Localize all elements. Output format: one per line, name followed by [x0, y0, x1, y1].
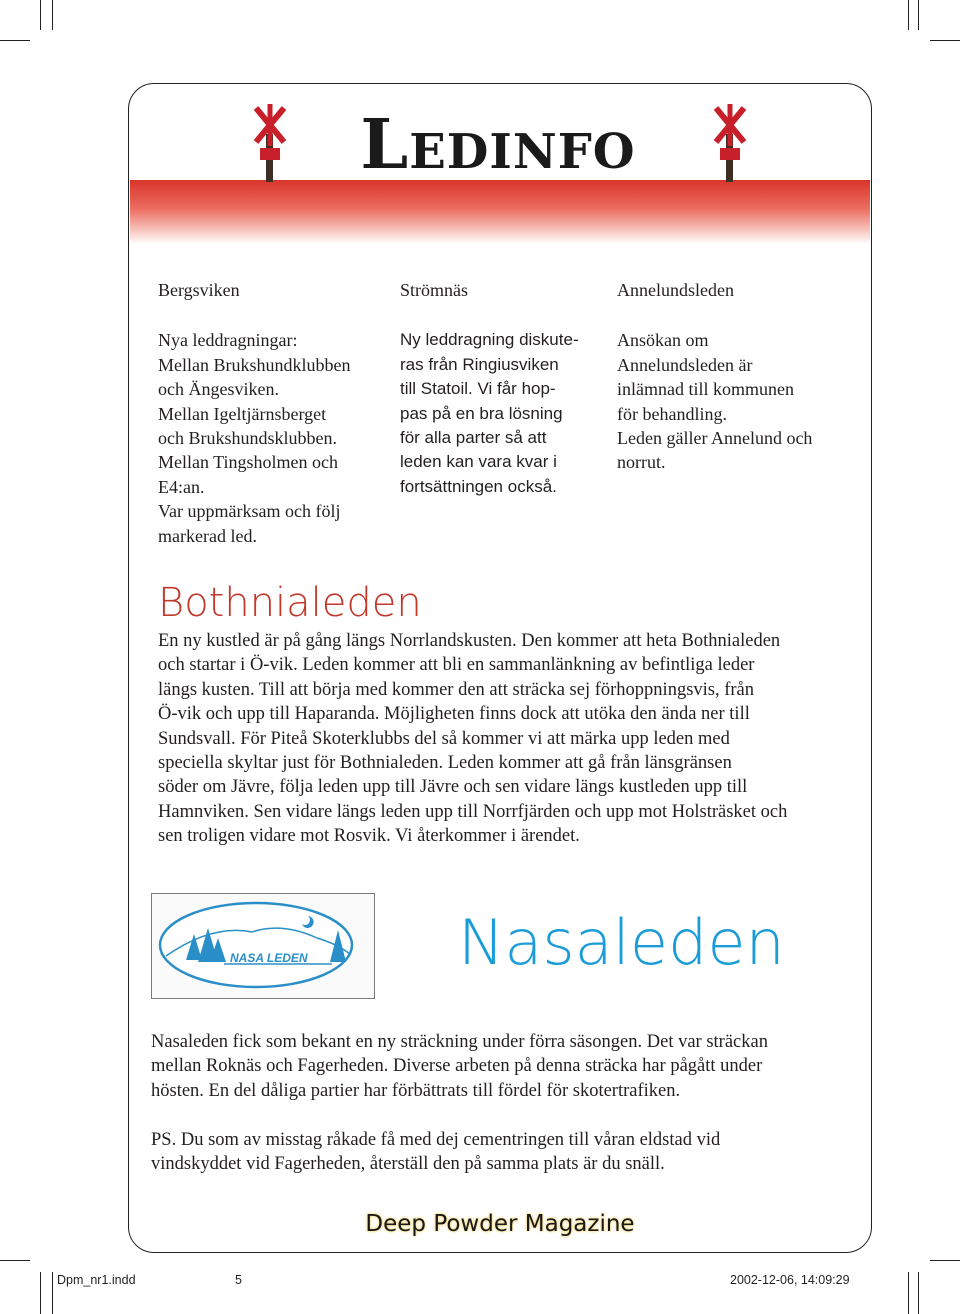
bothnialeden-heading: Bothnialeden	[158, 580, 422, 626]
crop-mark	[918, 0, 919, 30]
column-line: Ansökan om	[617, 330, 709, 351]
column-line: pas på en bra lösning	[400, 403, 563, 423]
column-line: markerad led.	[158, 525, 257, 546]
logo-text: NASA LEDEN	[230, 951, 308, 965]
column-line: Mellan Tingsholmen och	[158, 452, 339, 473]
body-line: Nasaleden fick som bekant en ny sträckning under förra säsongen. Det var sträckan	[151, 1032, 768, 1052]
body-line: En ny kustled är på gång längs Norrlandskusten. Den kommer att heta Bothnialeden	[158, 631, 781, 651]
crop-mark	[40, 0, 41, 30]
column-line: Mellan Brukshundklubben	[158, 354, 351, 375]
crop-mark	[930, 40, 960, 41]
column-line: och Ängesviken.	[158, 379, 279, 400]
crop-mark	[0, 40, 30, 41]
trail-sign-icon	[250, 104, 290, 182]
crop-mark	[52, 0, 53, 30]
page-title: Ledinfo	[360, 105, 636, 185]
slug-page: 5	[235, 1273, 242, 1287]
body-line: söder om Jävre, följa leden upp till Jävre och sen vidare längs kustleden upp till	[158, 777, 748, 798]
body-line: längs kusten. Till att börja med kommer den att sträcka sej förhoppningsvis, från	[158, 679, 755, 700]
column-bergsviken	[158, 278, 373, 548]
crop-mark	[930, 1260, 960, 1261]
column-line: Leden gäller Annelund och	[617, 428, 813, 449]
column-heading: Annelundsleden	[617, 280, 734, 300]
crop-mark	[918, 1272, 919, 1314]
column-line: till Statoil. Vi får hop-	[400, 379, 556, 399]
column-line: för alla parter så att	[400, 428, 547, 448]
body-line: Sundsvall. För Piteå Skoterklubbs del så kommer vi att märka upp leden med	[158, 728, 730, 749]
column-line: Nya leddragningar:	[158, 330, 298, 351]
slug-timestamp: 2002-12-06, 14:09:29	[730, 1273, 850, 1287]
crop-mark	[52, 1272, 53, 1314]
column-line: Mellan Igeltjärnsberget	[158, 403, 327, 424]
nasaleden-logo-icon	[152, 894, 373, 997]
trail-sign-icon	[710, 104, 750, 182]
body-line: hösten. En del dåliga partier har förbättrats till fördel för skotertrafiken.	[151, 1080, 681, 1101]
magazine-name: Deep Powder Magazine	[365, 1211, 635, 1237]
nasaleden-ps	[151, 1128, 851, 1177]
column-stromnas	[400, 278, 615, 499]
column-heading: Strömnäs	[400, 280, 469, 300]
nasaleden-heading: Nasaleden	[458, 906, 785, 979]
column-line: Ny leddragning diskute-	[400, 330, 579, 350]
crop-mark	[40, 1272, 41, 1314]
column-line: och Brukshundsklubben.	[158, 428, 337, 449]
column-line: inlämnad till kommunen	[617, 379, 794, 400]
column-line: fortsättningen också.	[400, 476, 557, 496]
body-line: speciella skyltar just för Bothnialeden. Leden kommer att gå från länsgränsen	[158, 753, 732, 774]
column-line: Var uppmärksam och följ	[158, 501, 341, 522]
page-header	[250, 102, 750, 192]
slug-file: Dpm_nr1.indd	[57, 1273, 136, 1287]
bothnialeden-body	[158, 629, 858, 849]
column-line: för behandling.	[617, 403, 727, 424]
nasaleden-logo	[151, 893, 375, 999]
crop-mark	[908, 1272, 909, 1314]
body-line: sen troligen vidare mot Rosvik. Vi återkommer i ärendet.	[158, 826, 580, 847]
column-line: E4:an.	[158, 476, 205, 497]
nasaleden-body	[151, 1030, 851, 1103]
column-line: Annelundsleden är	[617, 354, 753, 375]
body-line: Ö-vik och upp till Haparanda. Möjligheten finns dock att utöka den ända ner till	[158, 704, 750, 725]
crop-mark	[908, 0, 909, 30]
column-line: norrut.	[617, 452, 666, 473]
crop-mark	[0, 1260, 30, 1261]
column-annelundsleden	[617, 278, 857, 475]
body-line: mellan Roknäs och Fagerheden. Diverse arbeten på denna sträcka har pågått under	[151, 1056, 763, 1077]
column-line: leden kan vara kvar i	[400, 452, 557, 472]
column-heading: Bergsviken	[158, 280, 240, 300]
body-line: och startar i Ö-vik. Leden kommer att bli en sammanlänkning av befintliga leder	[158, 655, 755, 676]
column-line: ras från Ringiusviken	[400, 354, 559, 374]
body-line: PS. Du som av misstag råkade få med dej cementringen till våran eldstad vid	[151, 1130, 721, 1150]
body-line: Hamnviken. Sen vidare längs leden upp till Norrfjärden och upp mot Holsträsket och	[158, 801, 788, 822]
body-line: vindskyddet vid Fagerheden, återställ den på samma plats är du snäll.	[151, 1154, 665, 1175]
